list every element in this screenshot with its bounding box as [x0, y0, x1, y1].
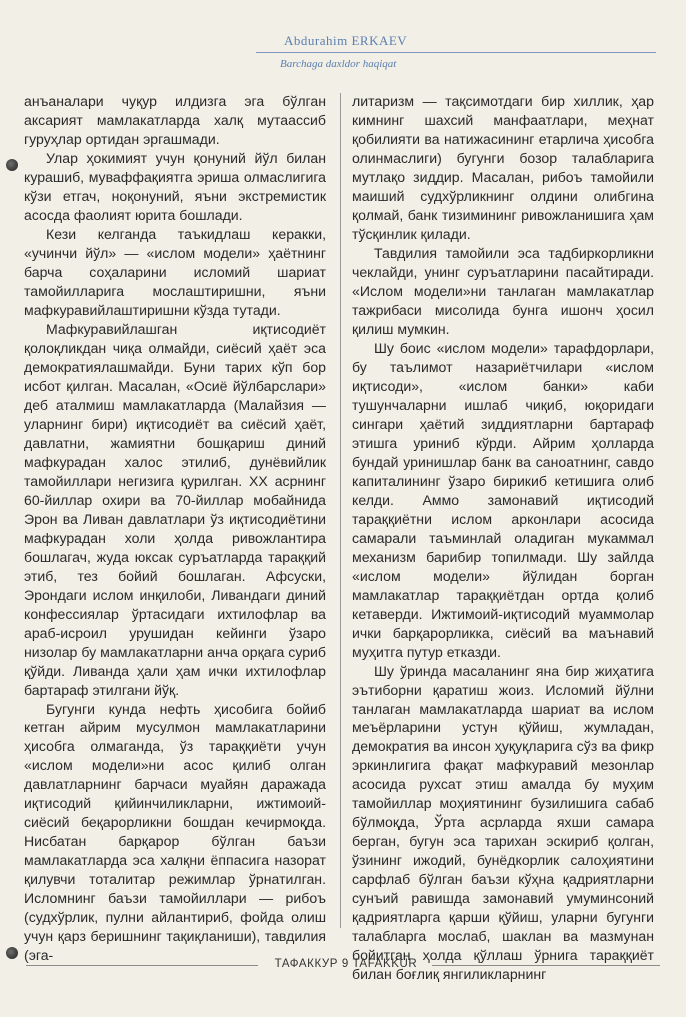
paragraph: литаризм — тақсимотдаги бир хиллик, ҳар кимнинг шахсий манфаатлари, меҳнат қобилияти ва натижасининг етарлича ҳисобга олинмаслиги) бугунги бозор талабларига мутлақо зиддир. Масалан, рибоъ тамойили маиший судхўрликнинг олдини олибгина қолмай, банк тизимининг ривожланишига ҳам тўсқинлик қилади. — [352, 93, 654, 242]
page-footer — [0, 955, 686, 975]
footer-rule — [26, 965, 258, 966]
text-column-left — [24, 92, 326, 965]
paragraph: Шу ўринда масаланинг яна бир жиҳатига эътиборни қаратиш жоиз. Исломий йўлни танлаган мамлакатларда шариат ва ислом меъёрларини устун қўйиш, жумладан, демократия ва инсон ҳуқуқларига сўз ва фикр эркинлигига фақат мафкуравий мезонлар асосида рухсат этиш амалда бу муҳим тамойиллар моҳиятининг бузилишига сабаб бўлмоқда, Ўрта асрларда яхши самара берган, бугун эса тарихан эскириб қолган, ўзининг ижодий, бунёдкорлик салоҳиятини сарфлаб бўлган баъзи кўҳна қадриятларни сунъий равишда замонавий умуминсоний қадриятларга қарши қўйиш, уларни бугунги талабларга мослаб, шаклан ва мазмунан бойитган ҳолда қўллаш ўрнига тараққиёт билан боғлиқ янгиликларнинг — [352, 662, 654, 983]
paragraph: Кези келганда таъкидлаш керакки, «учинчи йўл» — «ислом модели» ҳаётнинг барча соҳаларини исломий шариат тамойилларига мослаштиришни, яъни мафкуравийлаштиришни кўзда тутади. — [24, 225, 326, 318]
paragraph: Шу боис «ислом модели» тарафдорлари, бу таълимот назариётчилари «ислом иқтисоди», «ислом банки» каби тушунчаларни ишлаб чиқиб, юқоридаги сингари ҳаётий зиддиятларни бартараф этишга уриниб кўрди. Айрим ҳолларда бундай уринишлар банк ва саноатнинг, савдо капиталининг ўзаро бирикиб кетишига олиб келди. Аммо замонавий иқтисодий тараққиётни ислом арконлари асосида самарали таъминлай оладиган мукаммал механизм барибир топилмади. Шу зайлда «ислом модели» йўлидан борган мамлакатлар тараққиётдан ортда қолиб кетаверди. Ижтимоий-иқтисодий муаммолар ички барқарорликка, сиёсий ва маънавий муҳитга путур етказди. — [352, 339, 654, 660]
paragraph: анъаналари чуқур илдизга эга бўлган аксарият мамлакатларда халқ мутаассиб гуруҳлар ортидан эргашмади. — [24, 93, 326, 147]
paragraph: Мафкуравийлашган иқтисодиёт қолоқликдан чиқа олмайди, сиёсий ҳаёт эса демократиялашмайди. Буни тарих кўп бор исбот қилган. Масалан, «Осиё йўлбарслари» деб аталмиш мамлакатларда (Малайзия — уларнинг бири) иқтисодиёт ва сиёсий ҳаёт, давлатни, жамиятни бошқариш диний мафкурадан халос этилиб, дунёвийлик тамойиллари негизига қурилган. XX асрнинг 60-йиллар охири ва 70-йиллар мобайнида Эрон ва Ливан давлатлари ўз иқтисодиётини мафкурадан холи ҳолда ривожлантира бошлагач, жуда юксак суръатларда тараққий этиб, тез бойий бошлаган. Афсуски, Эрондаги ислом инқилоби, Ливандаги диний конфессиялар ўртасидаги ихтилофлар ва араб-исроил урушидан кейинги ўзаро низолар бу мамлакатларни анча орқага суриб қўйди. Ливанда ҳали ҳам ички ихтилофлар бартараф этилгани йўқ. — [24, 320, 326, 698]
paragraph: Улар ҳокимият учун қонуний йўл билан курашиб, муваффақиятга эриша олмаслигига кўзи етгач, ноқонуний, яъни экстремистик асосда фаолият юрита бошлади. — [24, 149, 326, 223]
page-header — [256, 33, 656, 79]
author-name: Abdurahim ERKAEV — [284, 33, 408, 48]
header-rule — [256, 52, 656, 53]
punch-hole-upper — [6, 159, 18, 171]
paragraph: Тавдилия тамойили эса тадбиркорликни чеклайди, унинг суръатларини пасайтиради. «Ислом модели»ни танлаган мамлакатлар тажрибаси мисолида бунга ишонч ҳосил қилиш мумкин. — [352, 244, 654, 337]
article-subtitle: Barchaga daxldor haqiqat — [280, 58, 397, 70]
footer-rule — [432, 965, 660, 966]
column-divider — [340, 93, 341, 928]
text-column-right — [352, 92, 654, 984]
paragraph: Бугунги кунда нефть ҳисобига бойиб кетган айрим мусулмон мамлакатларини ҳисобга олмаганда, ўз тараққиёти учун «ислом модели»ни асос қилиб олган давлатларнинг барчаси муайян даражада иқтисодий қийинчиликларни, ижтимоий-сиёсий беқарорликни бошдан кечирмоқда. Нисбатан барқарор бўлган баъзи мамлакатларда эса халқни ёппасига назорат қилувчи тоталитар режимлар ўрнатилган. Исломнинг баъзи тамойиллари — рибоъ (судхўрлик, пулни айлантириб, фойда олиш учун қарз беришнинг тақиқланиши), тавдилия (эга- — [24, 700, 326, 964]
footer-journal-page: ТАФАККУР 9 TAFAKKUR — [274, 958, 418, 970]
